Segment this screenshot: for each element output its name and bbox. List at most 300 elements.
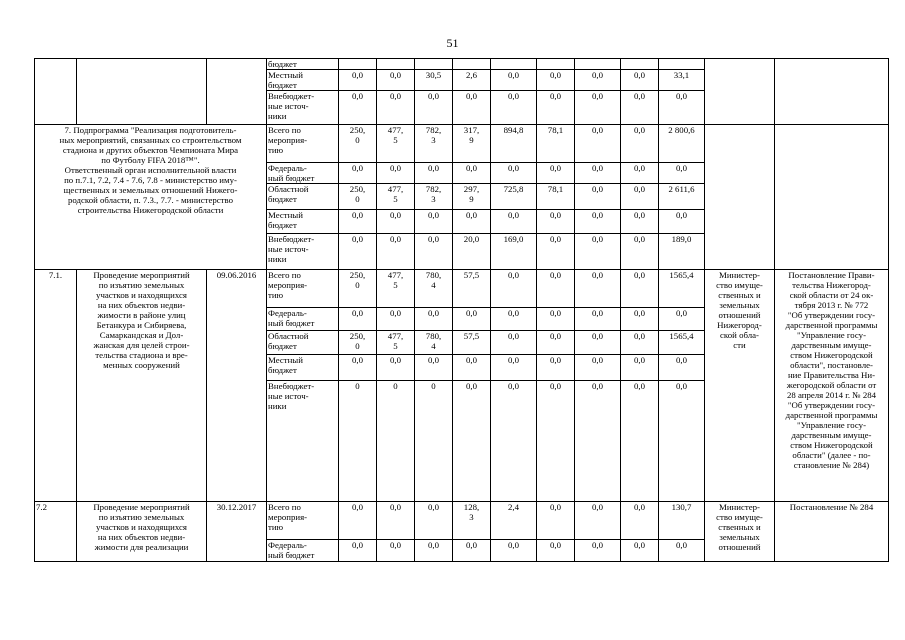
text-line: 0,0 — [634, 308, 645, 318]
text-line: Всего по — [268, 502, 301, 512]
funding-source — [267, 331, 339, 355]
text-line: 0,0 — [466, 540, 477, 550]
text-line: ники — [268, 111, 287, 121]
text-line: 78,1 — [547, 184, 564, 194]
year-value-2 — [377, 59, 415, 70]
year-value-1 — [339, 355, 377, 381]
text-line: щественных и земельных отношений Нижего- — [63, 185, 238, 195]
year-value-4 — [453, 59, 491, 70]
total-value — [659, 502, 705, 540]
text-line: 0,0 — [550, 381, 561, 391]
text-line: 782, — [425, 125, 442, 135]
text-line: 0,0 — [550, 163, 561, 173]
text-line: 0,0 — [352, 355, 363, 365]
text-line: 0,0 — [676, 308, 687, 318]
text-line: 0,0 — [390, 234, 401, 244]
text-line: 0,0 — [390, 308, 401, 318]
text-line: 0,0 — [592, 234, 603, 244]
total-value: 33,1 — [659, 70, 705, 91]
text-line: ство имуще- — [716, 512, 763, 522]
year-value-6 — [537, 163, 575, 184]
year-value-4 — [453, 163, 491, 184]
year-value-1 — [339, 163, 377, 184]
text-line: 0,0 — [352, 540, 363, 550]
year-value-3 — [415, 381, 453, 502]
total-value — [659, 59, 705, 70]
year-value-1 — [339, 331, 377, 355]
text-line: бюджет — [268, 341, 297, 351]
text-line: 250, — [349, 270, 366, 280]
text-line: 0,0 — [592, 125, 603, 135]
total-value — [659, 355, 705, 381]
year-value-8 — [621, 234, 659, 270]
year-value-1 — [339, 210, 377, 234]
text-line: 0,0 — [550, 308, 561, 318]
year-value-2 — [377, 540, 415, 562]
text-line: 28 апреля 2014 г. № 284 — [786, 390, 877, 400]
year-value-3 — [415, 308, 453, 331]
text-line: 0,0 — [592, 163, 603, 173]
year-value-8 — [621, 210, 659, 234]
text-line: ской обла- — [720, 330, 759, 340]
text-line: 0 — [355, 135, 360, 145]
year-value-6 — [537, 381, 575, 502]
text-line: Постановление № 284 — [789, 502, 874, 512]
text-line: участков и находящихся — [96, 522, 187, 532]
text-line: 0,0 — [634, 540, 645, 550]
year-value-5 — [491, 163, 537, 184]
text-line: 0,0 — [428, 502, 439, 512]
text-line: менных сооружений — [103, 360, 180, 370]
year-value-3 — [415, 234, 453, 270]
text-line: 0,0 — [508, 308, 519, 318]
year-value-5 — [491, 125, 537, 163]
text-line: 0,0 — [508, 355, 519, 365]
text-line: ники — [268, 254, 287, 264]
text-line: 477, — [387, 331, 404, 341]
text-line: Бетанкура и Сибиряева, — [96, 320, 187, 330]
text-line: Министер- — [719, 502, 760, 512]
year-value-5 — [491, 381, 537, 502]
year-value-2 — [377, 125, 415, 163]
text-line: ный бюджет — [268, 173, 315, 183]
text-line: 3 — [431, 194, 436, 204]
funding-source — [267, 70, 339, 91]
text-line: 0,0 — [550, 502, 561, 512]
text-line: 297, — [463, 184, 480, 194]
executor — [705, 502, 775, 562]
text-line: отношений — [718, 542, 761, 552]
year-value-8 — [621, 184, 659, 210]
funding-source — [267, 163, 339, 184]
text-line: 725,8 — [503, 184, 524, 194]
text-line: 0,0 — [428, 308, 439, 318]
text-line: ный бюджет — [268, 318, 315, 328]
text-line: 5 — [393, 194, 398, 204]
total-value — [659, 270, 705, 308]
text-line: бюджет — [268, 220, 297, 230]
measure-name — [77, 502, 207, 562]
text-line: 0,0 — [634, 163, 645, 173]
text-line: ственных и — [718, 522, 761, 532]
year-value-6: 0,0 — [537, 70, 575, 91]
text-line: 0,0 — [592, 184, 603, 194]
text-line: 0,0 — [550, 540, 561, 550]
year-value-3 — [415, 540, 453, 562]
year-value-2: 0,0 — [377, 91, 415, 125]
date-cell — [207, 59, 267, 125]
legal-basis — [775, 502, 889, 562]
text-line: 0,0 — [508, 270, 519, 280]
year-value-2 — [377, 210, 415, 234]
text-line: 0,0 — [390, 540, 401, 550]
text-line: 9 — [469, 135, 474, 145]
text-line: земельных — [719, 300, 760, 310]
year-value-3 — [415, 355, 453, 381]
year-value-4 — [453, 125, 491, 163]
year-value-2: 0,0 — [377, 70, 415, 91]
text-line: 78,1 — [547, 125, 564, 135]
year-value-7 — [575, 381, 621, 502]
text-line: Внебюджет- — [268, 91, 315, 101]
text-line: 1565,4 — [669, 331, 694, 341]
year-value-3 — [415, 163, 453, 184]
text-line: 128, — [463, 502, 480, 512]
text-line: ные источ- — [268, 244, 309, 254]
year-value-5: 0,0 — [491, 91, 537, 125]
text-line: 0,0 — [550, 270, 561, 280]
text-line: 0 — [355, 194, 360, 204]
year-value-8 — [621, 59, 659, 70]
funding-source — [267, 210, 339, 234]
text-line: Внебюджет- — [268, 381, 315, 391]
year-value-3 — [415, 210, 453, 234]
text-line: 0,0 — [428, 355, 439, 365]
text-line: 0,0 — [550, 355, 561, 365]
text-line: "Управление госу- — [796, 420, 867, 430]
text-line: жанская для целей строи- — [93, 340, 190, 350]
measure-name — [77, 270, 207, 502]
text-line: 0,0 — [676, 540, 687, 550]
text-line: тельства Нижегород- — [792, 280, 871, 290]
text-line: 4 — [431, 280, 436, 290]
text-line: 0,0 — [676, 355, 687, 365]
text-line: 0,0 — [634, 270, 645, 280]
year-value-5 — [491, 59, 537, 70]
year-value-5 — [491, 210, 537, 234]
text-line: дарственным имуще- — [791, 340, 872, 350]
year-value-6 — [537, 234, 575, 270]
year-value-4 — [453, 540, 491, 562]
text-line: 0,0 — [466, 308, 477, 318]
text-line: ством Нижегородской — [790, 440, 873, 450]
year-value-4: 0,0 — [453, 91, 491, 125]
year-value-3: 0,0 — [415, 91, 453, 125]
year-value-4 — [453, 234, 491, 270]
year-value-3 — [415, 270, 453, 308]
text-line: 250, — [349, 331, 366, 341]
year-value-4: 2,6 — [453, 70, 491, 91]
text-line: Всего по — [268, 270, 301, 280]
text-line: 477, — [387, 270, 404, 280]
total-value — [659, 234, 705, 270]
year-value-8 — [621, 163, 659, 184]
year-value-1 — [339, 184, 377, 210]
text-line: 57,5 — [463, 331, 480, 341]
basis-cell — [775, 59, 889, 125]
text-line: Самаркандская и Дол- — [99, 330, 184, 340]
deadline-date: 30.12.2017 — [207, 502, 267, 562]
text-line: Областной — [268, 184, 309, 194]
year-value-4 — [453, 270, 491, 308]
text-line: 0,0 — [428, 540, 439, 550]
year-value-2 — [377, 355, 415, 381]
text-line: жимости для реализации — [94, 542, 189, 552]
text-line: ных мероприятий, связанных со строительством — [59, 135, 242, 145]
text-line: ство имуще- — [716, 280, 763, 290]
funding-source — [267, 381, 339, 502]
year-value-5 — [491, 184, 537, 210]
year-value-6 — [537, 59, 575, 70]
year-value-7: 0,0 — [575, 91, 621, 125]
text-line: Местный — [268, 355, 303, 365]
text-line: на них объектов недви- — [97, 532, 186, 542]
text-line: 2 800,6 — [668, 125, 695, 135]
subprogram-7-title — [35, 125, 267, 270]
text-line: по изъятию земельных — [98, 280, 185, 290]
text-line: ный бюджет — [268, 550, 315, 560]
year-value-8 — [621, 270, 659, 308]
text-line: 7. Подпрограмма "Реализация подготовитель- — [64, 125, 237, 135]
page-number: 51 — [446, 36, 459, 50]
text-line: 0,0 — [592, 381, 603, 391]
year-value-8 — [621, 308, 659, 331]
year-value-7 — [575, 125, 621, 163]
funding-source — [267, 184, 339, 210]
text-line: Всего по — [268, 125, 301, 135]
text-line: 0,0 — [550, 331, 561, 341]
text-line: Федераль- — [268, 308, 307, 318]
text-line: 0,0 — [352, 234, 363, 244]
text-line: 0,0 — [634, 125, 645, 135]
text-line: участков и находящихся — [96, 290, 187, 300]
text-line: 0,0 — [592, 502, 603, 512]
text-line: жегородской области от — [786, 380, 877, 390]
year-value-1 — [339, 502, 377, 540]
text-line: 169,0 — [503, 234, 524, 244]
year-value-1: 0,0 — [339, 70, 377, 91]
funding-source — [267, 270, 339, 308]
text-line: 2 611,6 — [668, 184, 695, 194]
text-line: Нижегород- — [717, 320, 762, 330]
text-line: 4 — [431, 341, 436, 351]
year-value-2 — [377, 270, 415, 308]
text-line: 0,0 — [466, 163, 477, 173]
text-line: 0,0 — [592, 270, 603, 280]
text-line: жимости в районе улиц — [97, 310, 186, 320]
text-line: 0,0 — [508, 540, 519, 550]
text-line: сти — [733, 340, 746, 350]
text-line: 57,5 — [463, 270, 480, 280]
text-line: "Управление госу- — [796, 330, 867, 340]
year-value-6 — [537, 210, 575, 234]
text-line: 0,0 — [352, 163, 363, 173]
year-value-4 — [453, 355, 491, 381]
text-line: 0,0 — [508, 210, 519, 220]
text-line: мероприя- — [268, 280, 308, 290]
text-line: на них объектов недви- — [97, 300, 186, 310]
total-value — [659, 163, 705, 184]
funding-source — [267, 502, 339, 540]
year-value-5: 0,0 — [491, 70, 537, 91]
year-value-7 — [575, 210, 621, 234]
year-value-6 — [537, 308, 575, 331]
text-line: 0,0 — [634, 381, 645, 391]
text-line: мероприя- — [268, 135, 308, 145]
text-line: 0,0 — [352, 502, 363, 512]
year-value-1 — [339, 381, 377, 502]
year-value-5 — [491, 540, 537, 562]
text-line: 5 — [393, 280, 398, 290]
text-line: 0,0 — [634, 210, 645, 220]
text-line: 0 — [431, 381, 436, 391]
text-line: 0,0 — [390, 355, 401, 365]
text-line: тию — [268, 522, 284, 532]
text-line: области", постановле- — [790, 360, 873, 370]
deadline-date: 09.06.2016 — [207, 270, 267, 502]
text-line: 189,0 — [671, 234, 692, 244]
text-line: 0,0 — [592, 210, 603, 220]
basis-cell — [775, 125, 889, 270]
text-line: Проведение мероприятий — [93, 270, 190, 280]
text-line: 0,0 — [550, 210, 561, 220]
total-value — [659, 331, 705, 355]
legal-basis — [775, 270, 889, 502]
year-value-6 — [537, 270, 575, 308]
funding-source — [267, 308, 339, 331]
year-value-5 — [491, 234, 537, 270]
text-line: 0,0 — [634, 355, 645, 365]
year-value-1 — [339, 125, 377, 163]
year-value-5 — [491, 355, 537, 381]
year-value-2 — [377, 381, 415, 502]
total-value — [659, 184, 705, 210]
text-line: 0 — [355, 381, 360, 391]
year-value-2 — [377, 502, 415, 540]
year-value-8 — [621, 502, 659, 540]
text-line: 0,0 — [550, 234, 561, 244]
text-line: 894,8 — [503, 125, 524, 135]
text-line: 477, — [387, 184, 404, 194]
text-line: ственных и — [718, 290, 761, 300]
year-value-4 — [453, 331, 491, 355]
executor-cell — [705, 125, 775, 270]
year-value-2 — [377, 308, 415, 331]
text-line: отношений — [718, 310, 761, 320]
text-line: бюджет — [268, 194, 297, 204]
text-line: 250, — [349, 184, 366, 194]
year-value-8 — [621, 331, 659, 355]
text-line: дарственным имуще- — [791, 430, 872, 440]
text-line: дарственной программы — [785, 320, 878, 330]
text-line: 0,0 — [390, 163, 401, 173]
text-line: ской области от 24 ок- — [789, 290, 874, 300]
year-value-7: 0,0 — [575, 70, 621, 91]
year-value-8: 0,0 — [621, 91, 659, 125]
text-line: дарственной программы — [785, 410, 878, 420]
text-line: становление № 284) — [793, 460, 870, 470]
year-value-7 — [575, 331, 621, 355]
text-line: бюджет — [268, 80, 297, 90]
item-number: 7.2 — [35, 502, 77, 562]
year-value-1: 0,0 — [339, 91, 377, 125]
year-value-5 — [491, 502, 537, 540]
year-value-7 — [575, 163, 621, 184]
funding-source — [267, 355, 339, 381]
year-value-3 — [415, 125, 453, 163]
text-line: 0,0 — [390, 210, 401, 220]
year-value-7 — [575, 184, 621, 210]
total-value — [659, 308, 705, 331]
year-value-3: 30,5 — [415, 70, 453, 91]
total-value — [659, 210, 705, 234]
funding-source — [267, 234, 339, 270]
text-line: 0,0 — [428, 210, 439, 220]
year-value-5 — [491, 308, 537, 331]
year-value-7 — [575, 502, 621, 540]
text-line: Проведение мероприятий — [93, 502, 190, 512]
text-line: Внебюджет- — [268, 234, 315, 244]
text-line: бюджет — [268, 365, 297, 375]
text-line: 0,0 — [634, 234, 645, 244]
text-line: 3 — [431, 135, 436, 145]
year-value-1 — [339, 540, 377, 562]
text-line: 5 — [393, 135, 398, 145]
year-value-2 — [377, 234, 415, 270]
year-value-7 — [575, 234, 621, 270]
text-line: тельства стадиона и вре- — [95, 350, 188, 360]
text-line: 0,0 — [466, 355, 477, 365]
year-value-3 — [415, 184, 453, 210]
funding-source — [267, 125, 339, 163]
text-line: 780, — [425, 270, 442, 280]
text-line: Местный — [268, 210, 303, 220]
text-line: 0,0 — [592, 355, 603, 365]
year-value-4 — [453, 210, 491, 234]
year-value-3 — [415, 59, 453, 70]
text-line: по п.7.1, 7.2, 7.4 - 7.6, 7.8 - министерство иму- — [64, 175, 237, 185]
text-line: 0,0 — [428, 163, 439, 173]
year-value-7 — [575, 540, 621, 562]
year-value-2 — [377, 163, 415, 184]
text-line: 2,4 — [508, 502, 519, 512]
text-line: 0 — [393, 381, 398, 391]
year-value-6 — [537, 502, 575, 540]
text-line: Ответственный орган исполнительной власти — [64, 165, 237, 175]
text-line: по изъятию земельных — [98, 512, 185, 522]
year-value-6 — [537, 355, 575, 381]
executor — [705, 270, 775, 502]
number-cell — [35, 59, 77, 125]
measure-name-cell — [77, 59, 207, 125]
text-line: 0,0 — [634, 502, 645, 512]
text-line: 0,0 — [352, 210, 363, 220]
year-value-8 — [621, 355, 659, 381]
text-line: родской области, п. 7.3., 7.7. - министерство — [67, 195, 234, 205]
total-value — [659, 540, 705, 562]
text-line: 0,0 — [592, 540, 603, 550]
text-line: ные источ- — [268, 101, 309, 111]
